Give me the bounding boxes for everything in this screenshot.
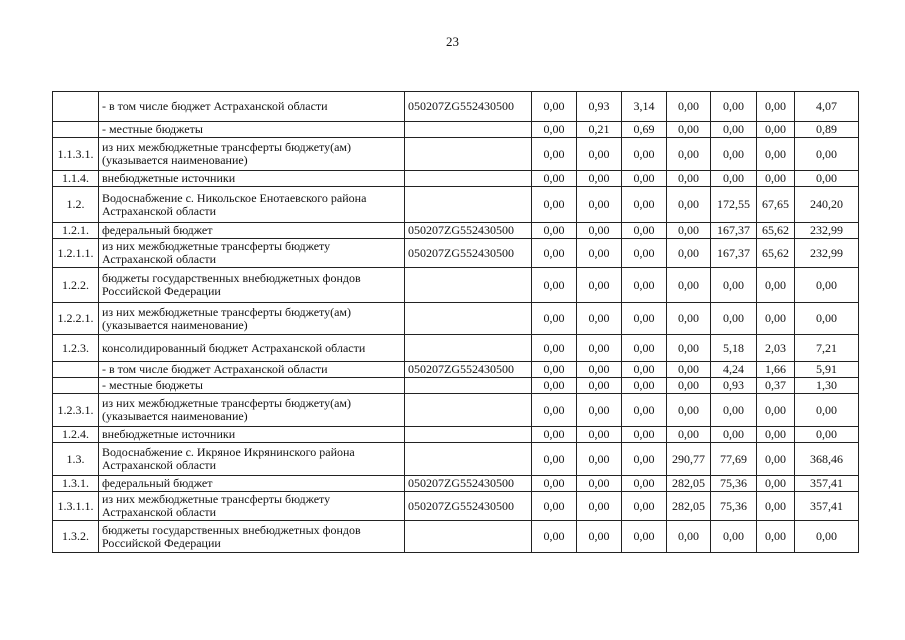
value-cell-3: 0,00 <box>622 521 667 553</box>
table-row <box>53 378 859 394</box>
value-cell-7: 1,30 <box>795 378 859 394</box>
row-name-cell: из них межбюджетные трансферты бюджету Астраханской области <box>99 492 405 521</box>
value-cell-1: 0,00 <box>532 394 577 427</box>
row-code-cell <box>405 427 532 443</box>
row-name-cell: федеральный бюджет <box>99 476 405 492</box>
value-cell-3: 0,00 <box>622 268 667 303</box>
row-code-cell <box>405 138 532 171</box>
table-row <box>53 171 859 187</box>
value-cell-1: 0,00 <box>532 92 577 122</box>
value-cell-3: 0,00 <box>622 138 667 171</box>
row-number-cell: 1.2.3.1. <box>53 394 99 427</box>
value-cell-5: 77,69 <box>711 443 757 476</box>
value-cell-5: 0,00 <box>711 138 757 171</box>
row-code-cell <box>405 122 532 138</box>
row-name-cell: из них межбюджетные трансферты бюджету Астраханской области <box>99 239 405 268</box>
value-cell-3: 0,00 <box>622 394 667 427</box>
row-number-cell: 1.2.2.1. <box>53 303 99 335</box>
value-cell-5: 75,36 <box>711 492 757 521</box>
value-cell-1: 0,00 <box>532 492 577 521</box>
value-cell-1: 0,00 <box>532 122 577 138</box>
table-row <box>53 268 859 303</box>
row-code-cell: 050207ZG552430500 <box>405 476 532 492</box>
value-cell-6: 0,00 <box>757 443 795 476</box>
value-cell-6: 0,00 <box>757 492 795 521</box>
value-cell-4: 0,00 <box>667 239 711 268</box>
value-cell-2: 0,21 <box>577 122 622 138</box>
value-cell-4: 282,05 <box>667 492 711 521</box>
value-cell-7: 0,00 <box>795 303 859 335</box>
value-cell-1: 0,00 <box>532 476 577 492</box>
value-cell-6: 67,65 <box>757 187 795 223</box>
value-cell-2: 0,00 <box>577 378 622 394</box>
value-cell-5: 0,00 <box>711 122 757 138</box>
value-cell-3: 0,69 <box>622 122 667 138</box>
value-cell-1: 0,00 <box>532 239 577 268</box>
value-cell-4: 0,00 <box>667 427 711 443</box>
value-cell-1: 0,00 <box>532 171 577 187</box>
row-name-cell: бюджеты государственных внебюджетных фондов Российской Федерации <box>99 268 405 303</box>
value-cell-5: 0,00 <box>711 394 757 427</box>
table-row <box>53 122 859 138</box>
row-number-cell: 1.2.1.1. <box>53 239 99 268</box>
row-number-cell: 1.3.1.1. <box>53 492 99 521</box>
value-cell-4: 0,00 <box>667 171 711 187</box>
value-cell-4: 0,00 <box>667 394 711 427</box>
value-cell-4: 0,00 <box>667 122 711 138</box>
value-cell-2: 0,00 <box>577 335 622 362</box>
row-name-cell: из них межбюджетные трансферты бюджету(ам) (указывается наименование) <box>99 303 405 335</box>
value-cell-3: 0,00 <box>622 303 667 335</box>
value-cell-5: 5,18 <box>711 335 757 362</box>
row-code-cell: 050207ZG552430500 <box>405 223 532 239</box>
value-cell-5: 167,37 <box>711 239 757 268</box>
value-cell-4: 282,05 <box>667 476 711 492</box>
value-cell-1: 0,00 <box>532 427 577 443</box>
row-code-cell <box>405 378 532 394</box>
value-cell-6: 0,00 <box>757 122 795 138</box>
row-number-cell: 1.3.1. <box>53 476 99 492</box>
table-row <box>53 223 859 239</box>
table-row <box>53 427 859 443</box>
value-cell-6: 2,03 <box>757 335 795 362</box>
value-cell-5: 0,00 <box>711 427 757 443</box>
value-cell-1: 0,00 <box>532 443 577 476</box>
value-cell-1: 0,00 <box>532 521 577 553</box>
row-name-cell: - в том числе бюджет Астраханской области <box>99 92 405 122</box>
row-number-cell: 1.3. <box>53 443 99 476</box>
value-cell-6: 0,00 <box>757 92 795 122</box>
value-cell-3: 0,00 <box>622 378 667 394</box>
table-row <box>53 92 859 122</box>
value-cell-7: 0,00 <box>795 521 859 553</box>
row-name-cell: из них межбюджетные трансферты бюджету(ам) (указывается наименование) <box>99 138 405 171</box>
row-name-cell: Водоснабжение с. Никольское Енотаевского района Астраханской области <box>99 187 405 223</box>
row-name-cell: из них межбюджетные трансферты бюджету(ам) (указывается наименование) <box>99 394 405 427</box>
row-code-cell <box>405 521 532 553</box>
value-cell-3: 0,00 <box>622 443 667 476</box>
row-number-cell: 1.1.3.1. <box>53 138 99 171</box>
value-cell-7: 232,99 <box>795 239 859 268</box>
value-cell-7: 0,00 <box>795 394 859 427</box>
value-cell-1: 0,00 <box>532 138 577 171</box>
value-cell-2: 0,00 <box>577 303 622 335</box>
table-row <box>53 362 859 378</box>
table-row <box>53 492 859 521</box>
value-cell-4: 0,00 <box>667 521 711 553</box>
value-cell-1: 0,00 <box>532 223 577 239</box>
value-cell-3: 0,00 <box>622 492 667 521</box>
row-number-cell <box>53 362 99 378</box>
value-cell-7: 0,00 <box>795 268 859 303</box>
value-cell-7: 0,00 <box>795 171 859 187</box>
value-cell-7: 0,89 <box>795 122 859 138</box>
value-cell-4: 0,00 <box>667 362 711 378</box>
value-cell-4: 290,77 <box>667 443 711 476</box>
value-cell-3: 0,00 <box>622 476 667 492</box>
value-cell-3: 0,00 <box>622 335 667 362</box>
row-code-cell: 050207ZG552430500 <box>405 492 532 521</box>
value-cell-1: 0,00 <box>532 303 577 335</box>
value-cell-3: 0,00 <box>622 427 667 443</box>
value-cell-6: 0,00 <box>757 268 795 303</box>
row-name-cell: бюджеты государственных внебюджетных фондов Российской Федерации <box>99 521 405 553</box>
table-row <box>53 521 859 553</box>
value-cell-3: 0,00 <box>622 239 667 268</box>
value-cell-7: 240,20 <box>795 187 859 223</box>
value-cell-7: 368,46 <box>795 443 859 476</box>
row-number-cell: 1.1.4. <box>53 171 99 187</box>
value-cell-3: 0,00 <box>622 362 667 378</box>
value-cell-6: 1,66 <box>757 362 795 378</box>
row-name-cell: Водоснабжение с. Икряное Икрянинского района Астраханской области <box>99 443 405 476</box>
value-cell-4: 0,00 <box>667 378 711 394</box>
table-row <box>53 138 859 171</box>
value-cell-2: 0,00 <box>577 187 622 223</box>
row-number-cell: 1.2. <box>53 187 99 223</box>
value-cell-2: 0,00 <box>577 268 622 303</box>
row-code-cell <box>405 268 532 303</box>
value-cell-2: 0,00 <box>577 521 622 553</box>
value-cell-7: 232,99 <box>795 223 859 239</box>
row-code-cell <box>405 335 532 362</box>
row-code-cell <box>405 394 532 427</box>
row-number-cell <box>53 122 99 138</box>
row-name-cell: внебюджетные источники <box>99 171 405 187</box>
value-cell-1: 0,00 <box>532 187 577 223</box>
table-row <box>53 476 859 492</box>
value-cell-1: 0,00 <box>532 268 577 303</box>
row-code-cell: 050207ZG552430500 <box>405 92 532 122</box>
value-cell-2: 0,00 <box>577 476 622 492</box>
row-name-cell: консолидированный бюджет Астраханской области <box>99 335 405 362</box>
row-code-cell: 050207ZG552430500 <box>405 362 532 378</box>
value-cell-7: 4,07 <box>795 92 859 122</box>
value-cell-3: 0,00 <box>622 187 667 223</box>
value-cell-6: 0,00 <box>757 394 795 427</box>
page-number: 23 <box>446 34 459 49</box>
table-row <box>53 187 859 223</box>
value-cell-5: 0,00 <box>711 92 757 122</box>
value-cell-7: 5,91 <box>795 362 859 378</box>
row-name-cell: - в том числе бюджет Астраханской области <box>99 362 405 378</box>
value-cell-5: 0,00 <box>711 268 757 303</box>
value-cell-3: 0,00 <box>622 171 667 187</box>
value-cell-4: 0,00 <box>667 268 711 303</box>
table-row <box>53 335 859 362</box>
value-cell-5: 4,24 <box>711 362 757 378</box>
value-cell-5: 0,00 <box>711 303 757 335</box>
value-cell-6: 0,00 <box>757 521 795 553</box>
value-cell-2: 0,00 <box>577 223 622 239</box>
row-number-cell: 1.2.1. <box>53 223 99 239</box>
row-number-cell: 1.2.4. <box>53 427 99 443</box>
value-cell-2: 0,00 <box>577 239 622 268</box>
value-cell-1: 0,00 <box>532 335 577 362</box>
value-cell-1: 0,00 <box>532 378 577 394</box>
table-row <box>53 303 859 335</box>
row-name-cell: - местные бюджеты <box>99 122 405 138</box>
value-cell-7: 0,00 <box>795 138 859 171</box>
value-cell-2: 0,93 <box>577 92 622 122</box>
value-cell-2: 0,00 <box>577 171 622 187</box>
row-code-cell: 050207ZG552430500 <box>405 239 532 268</box>
value-cell-5: 0,00 <box>711 521 757 553</box>
row-number-cell: 1.2.2. <box>53 268 99 303</box>
value-cell-2: 0,00 <box>577 138 622 171</box>
row-number-cell <box>53 92 99 122</box>
value-cell-6: 0,00 <box>757 138 795 171</box>
row-number-cell <box>53 378 99 394</box>
value-cell-5: 0,00 <box>711 171 757 187</box>
row-name-cell: внебюджетные источники <box>99 427 405 443</box>
value-cell-2: 0,00 <box>577 492 622 521</box>
value-cell-2: 0,00 <box>577 427 622 443</box>
value-cell-6: 65,62 <box>757 239 795 268</box>
value-cell-2: 0,00 <box>577 443 622 476</box>
row-number-cell: 1.3.2. <box>53 521 99 553</box>
value-cell-6: 0,00 <box>757 171 795 187</box>
row-name-cell: федеральный бюджет <box>99 223 405 239</box>
value-cell-7: 357,41 <box>795 476 859 492</box>
row-code-cell <box>405 443 532 476</box>
value-cell-2: 0,00 <box>577 362 622 378</box>
value-cell-6: 0,37 <box>757 378 795 394</box>
value-cell-5: 172,55 <box>711 187 757 223</box>
value-cell-4: 0,00 <box>667 92 711 122</box>
value-cell-6: 0,00 <box>757 303 795 335</box>
table-row <box>53 394 859 427</box>
row-code-cell <box>405 303 532 335</box>
value-cell-3: 3,14 <box>622 92 667 122</box>
value-cell-6: 0,00 <box>757 427 795 443</box>
value-cell-5: 75,36 <box>711 476 757 492</box>
value-cell-4: 0,00 <box>667 187 711 223</box>
value-cell-4: 0,00 <box>667 223 711 239</box>
value-cell-7: 7,21 <box>795 335 859 362</box>
value-cell-7: 357,41 <box>795 492 859 521</box>
budget-table <box>52 91 859 553</box>
table-row <box>53 239 859 268</box>
value-cell-4: 0,00 <box>667 303 711 335</box>
row-code-cell <box>405 171 532 187</box>
value-cell-4: 0,00 <box>667 138 711 171</box>
value-cell-6: 65,62 <box>757 223 795 239</box>
value-cell-5: 167,37 <box>711 223 757 239</box>
value-cell-4: 0,00 <box>667 335 711 362</box>
row-code-cell <box>405 187 532 223</box>
value-cell-7: 0,00 <box>795 427 859 443</box>
value-cell-1: 0,00 <box>532 362 577 378</box>
value-cell-6: 0,00 <box>757 476 795 492</box>
table-row <box>53 443 859 476</box>
row-name-cell: - местные бюджеты <box>99 378 405 394</box>
value-cell-3: 0,00 <box>622 223 667 239</box>
value-cell-2: 0,00 <box>577 394 622 427</box>
row-number-cell: 1.2.3. <box>53 335 99 362</box>
value-cell-5: 0,93 <box>711 378 757 394</box>
